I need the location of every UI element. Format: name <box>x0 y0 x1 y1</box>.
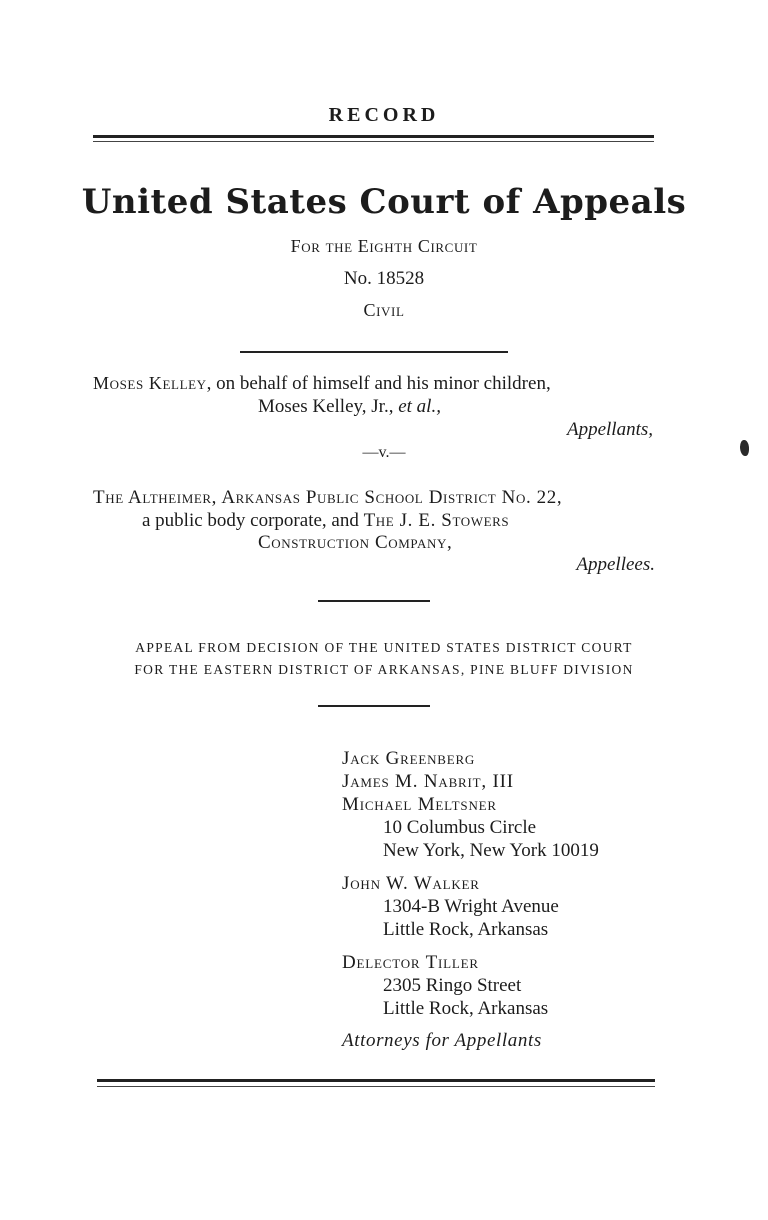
appellant-children: Moses Kelley, Jr., <box>258 396 399 417</box>
bottom-rule-thick <box>97 1079 655 1082</box>
appellee-company-name: The J. E. Stowers <box>363 510 510 531</box>
appellees-line-2 <box>142 509 509 532</box>
attorney-name: James M. Nabrit, III <box>342 771 514 792</box>
attorney-name: Michael Meltsner <box>342 794 497 815</box>
appellees-line-3: Construction Company, <box>258 532 453 553</box>
attorneys-role: Attorneys for Appellants <box>342 1030 542 1051</box>
appellant-description: , on behalf of himself and his minor children, <box>206 373 551 394</box>
appeal-line-2: FOR THE EASTERN DISTRICT OF ARKANSAS, PINE BLUFF DIVISION <box>134 662 634 677</box>
appellants-line-2 <box>258 395 441 418</box>
appellees-line-1: The Altheimer, Arkansas Public School District No. 22, <box>93 487 563 508</box>
record-label: RECORD <box>328 104 440 126</box>
section-divider-1 <box>240 351 508 353</box>
attorney-address: 2305 Ringo Street <box>383 975 522 996</box>
appellees-corporate: a public body corporate, and <box>142 510 364 531</box>
appellants-role: Appellants, <box>566 419 653 440</box>
attorney-address: New York, New York 10019 <box>383 840 599 861</box>
case-number: No. 18528 <box>343 268 425 289</box>
case-type: Civil <box>363 300 405 320</box>
et-al: et al., <box>398 396 441 417</box>
attorney-name: Jack Greenberg <box>342 748 476 769</box>
attorney-name: Delector Tiller <box>342 952 479 973</box>
attorney-address: Little Rock, Arkansas <box>383 919 549 940</box>
attorney-name: John W. Walker <box>342 873 480 894</box>
section-divider-2 <box>318 600 430 602</box>
top-rule-thin <box>93 141 654 142</box>
versus: —v.— <box>362 444 406 461</box>
appellants-line-1 <box>93 372 673 395</box>
section-divider-3 <box>318 705 430 707</box>
appellees-role: Appellees. <box>576 554 655 575</box>
bottom-rule-thin <box>97 1086 655 1087</box>
court-title: United States Court of Appeals <box>81 182 687 222</box>
attorney-address: Little Rock, Arkansas <box>383 998 549 1019</box>
circuit-line: For the Eighth Circuit <box>290 236 478 256</box>
appeal-line-1: APPEAL FROM DECISION OF THE UNITED STATES DISTRICT COURT <box>135 640 633 655</box>
ink-speck <box>740 440 749 456</box>
attorney-address: 10 Columbus Circle <box>383 817 537 838</box>
top-rule-thick <box>93 135 654 138</box>
attorney-address: 1304-B Wright Avenue <box>383 896 559 917</box>
appellant-name: Moses Kelley <box>93 373 207 393</box>
